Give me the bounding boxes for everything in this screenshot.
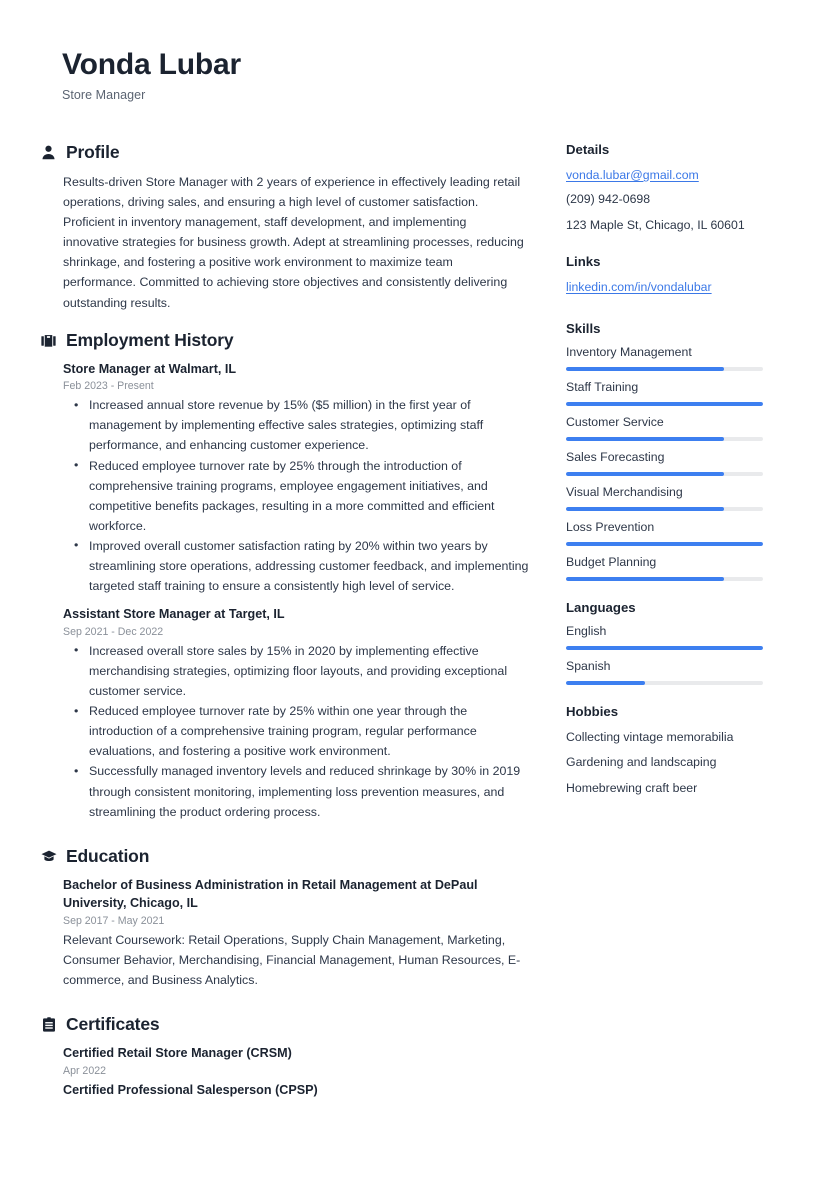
- skill-item: [566, 380, 764, 406]
- language-bar-track: [566, 646, 763, 650]
- list-item: • Improved overall customer satisfaction rating by 20% within two years by streamlining store operations, addressing customer feedback, and implementing targeted staff training to ensure a consistently high level of service.: [63, 536, 530, 596]
- language-bar-fill: [566, 646, 763, 650]
- employment-entry: [63, 360, 530, 597]
- employment-entry: [63, 605, 530, 821]
- sidebar-block-languages: [566, 600, 764, 685]
- linkedin-link[interactable]: linkedin.com/in/vondalubar: [566, 279, 712, 294]
- section-header-profile: [40, 142, 530, 163]
- graduation-cap-icon: [40, 848, 57, 865]
- sidebar-title-links: Links: [566, 253, 601, 269]
- sidebar-column: [566, 142, 764, 817]
- skill-label: Sales Forecasting: [566, 449, 665, 464]
- certificate-entry-date: Apr 2022: [63, 1064, 106, 1077]
- section-body-certificates: [40, 1044, 530, 1099]
- section-certificates: [40, 1014, 530, 1099]
- candidate-name: Vonda Lubar: [62, 48, 241, 81]
- employment-entry-date: Feb 2023 - Present: [63, 380, 154, 393]
- language-bar-fill: [566, 681, 645, 685]
- education-entry-title: Bachelor of Business Administration in Retail Management at DePaul University, Chicago, IL: [63, 877, 478, 911]
- skill-bar-track: [566, 472, 763, 476]
- briefcase-icon: [40, 332, 57, 349]
- list-item: • Reduced employee turnover rate by 25% within one year through the introduction of a comprehensive training program, regular performance evaluations, and fostering a positive work environment.: [63, 701, 530, 761]
- skill-label: Inventory Management: [566, 344, 692, 359]
- language-item: [566, 659, 764, 685]
- skill-bar-track: [566, 577, 763, 581]
- skill-label: Visual Merchandising: [566, 484, 683, 499]
- employment-entry-bullets: [63, 395, 530, 596]
- section-title-certificates: Certificates: [66, 1014, 160, 1035]
- section-header-certificates: [40, 1014, 530, 1035]
- hobby-item: Collecting vintage memorabilia: [566, 729, 734, 744]
- person-icon: [40, 144, 57, 161]
- skill-bar-fill: [566, 437, 724, 441]
- employment-entry-date: Sep 2021 - Dec 2022: [63, 625, 164, 638]
- section-education: [40, 846, 530, 991]
- skill-item: [566, 345, 764, 371]
- resume-header: [62, 48, 241, 102]
- skill-bar-fill: [566, 507, 724, 511]
- skill-label: Budget Planning: [566, 554, 657, 569]
- list-item: • Increased overall store sales by 15% in 2020 by implementing effective merchandising strategies, optimizing floor layouts, and providing exceptional customer service.: [63, 641, 530, 701]
- skill-bar-track: [566, 542, 763, 546]
- skill-item: [566, 520, 764, 546]
- section-header-employment: [40, 330, 530, 351]
- skill-bar-fill: [566, 367, 724, 371]
- language-label: Spanish: [566, 658, 611, 673]
- main-column: [40, 142, 530, 1116]
- section-body-profile: [40, 172, 530, 313]
- skill-bar-fill: [566, 402, 763, 406]
- skill-item: [566, 485, 764, 511]
- certificate-entry-title: Certified Retail Store Manager (CRSM): [63, 1046, 292, 1061]
- section-profile: [40, 142, 530, 313]
- list-item: • Successfully managed inventory levels and reduced shrinkage by 30% in 2019 through consistent monitoring, implementing loss prevention measures, and streamlining the product ordering process.: [63, 761, 530, 821]
- hobby-item: Homebrewing craft beer: [566, 781, 698, 796]
- skill-bar-track: [566, 367, 763, 371]
- sidebar-block-links: [566, 254, 764, 302]
- skill-bar-fill: [566, 577, 724, 581]
- section-body-education: [40, 876, 530, 991]
- section-header-education: [40, 846, 530, 867]
- section-title-profile: Profile: [66, 142, 120, 162]
- skill-item: [566, 555, 764, 581]
- certificate-entry: [63, 1044, 530, 1077]
- skill-label: Loss Prevention: [566, 519, 655, 534]
- hobby-item: Gardening and landscaping: [566, 755, 717, 770]
- skill-item: [566, 450, 764, 476]
- skill-label: Customer Service: [566, 414, 664, 429]
- language-label: English: [566, 623, 607, 638]
- certificate-entry: [63, 1081, 530, 1100]
- candidate-job-title: Store Manager: [62, 87, 146, 102]
- clipboard-icon: [40, 1016, 57, 1033]
- skill-label: Staff Training: [566, 379, 639, 394]
- list-item: • Increased annual store revenue by 15% ($5 million) in the first year of management by implementing effective sales strategies, optimizing staff performance, and enhancing customer experience.: [63, 395, 530, 455]
- email-link[interactable]: vonda.lubar@gmail.com: [566, 168, 699, 182]
- skill-bar-fill: [566, 472, 724, 476]
- language-bar-track: [566, 681, 763, 685]
- section-body-employment: [40, 360, 530, 822]
- employment-entry-title: Assistant Store Manager at Target, IL: [63, 607, 285, 622]
- certificate-entry-title: Certified Professional Salesperson (CPSP): [63, 1082, 318, 1097]
- profile-text: Results-driven Store Manager with 2 years of experience in effectively leading retail operations, driving sales, and ensuring a high level of customer satisfaction. Proficient in inventory management, staff development, and implementing innovative strategies for business growth. Adept at streamlining processes, reducing shrinkage, and fostering a positive work environment to maximize team performance. Committed to achieving store objectives and consistently delivering outstanding results.: [63, 175, 524, 310]
- section-title-employment: Employment History: [66, 329, 234, 350]
- section-title-education: Education: [66, 845, 150, 866]
- skill-bar-track: [566, 402, 763, 406]
- skill-bar-track: [566, 437, 763, 441]
- employment-entry-title: Store Manager at Walmart, IL: [63, 361, 237, 376]
- sidebar-title-details: Details: [566, 142, 610, 157]
- sidebar-title-languages: Languages: [566, 599, 636, 615]
- section-employment-history: [40, 330, 530, 822]
- list-item: • Reduced employee turnover rate by 25% through the introduction of comprehensive training programs, employee engagement initiatives, and competitive benefits packages, resulting in a more committed and efficient workforce.: [63, 456, 530, 536]
- sidebar-title-skills: Skills: [566, 320, 601, 336]
- sidebar-block-details: [566, 142, 764, 235]
- education-entry: [63, 876, 530, 991]
- education-entry-description: Relevant Coursework: Retail Operations, Supply Chain Management, Marketing, Consumer Behavior, Merchandising, Financial Management, Human Resources, E-commerce, and Business Analytics.: [63, 932, 521, 988]
- sidebar-block-skills: [566, 321, 764, 581]
- language-item: [566, 624, 764, 650]
- sidebar-title-hobbies: Hobbies: [566, 703, 619, 719]
- sidebar-block-hobbies: [566, 704, 764, 798]
- mailing-address: 123 Maple St, Chicago, IL 60601: [566, 218, 745, 233]
- education-entry-date: Sep 2017 - May 2021: [63, 914, 165, 927]
- employment-entry-bullets: [63, 641, 530, 822]
- skill-bar-track: [566, 507, 763, 511]
- phone-number: (209) 942-0698: [566, 192, 651, 206]
- skill-bar-fill: [566, 542, 763, 546]
- skill-item: [566, 415, 764, 441]
